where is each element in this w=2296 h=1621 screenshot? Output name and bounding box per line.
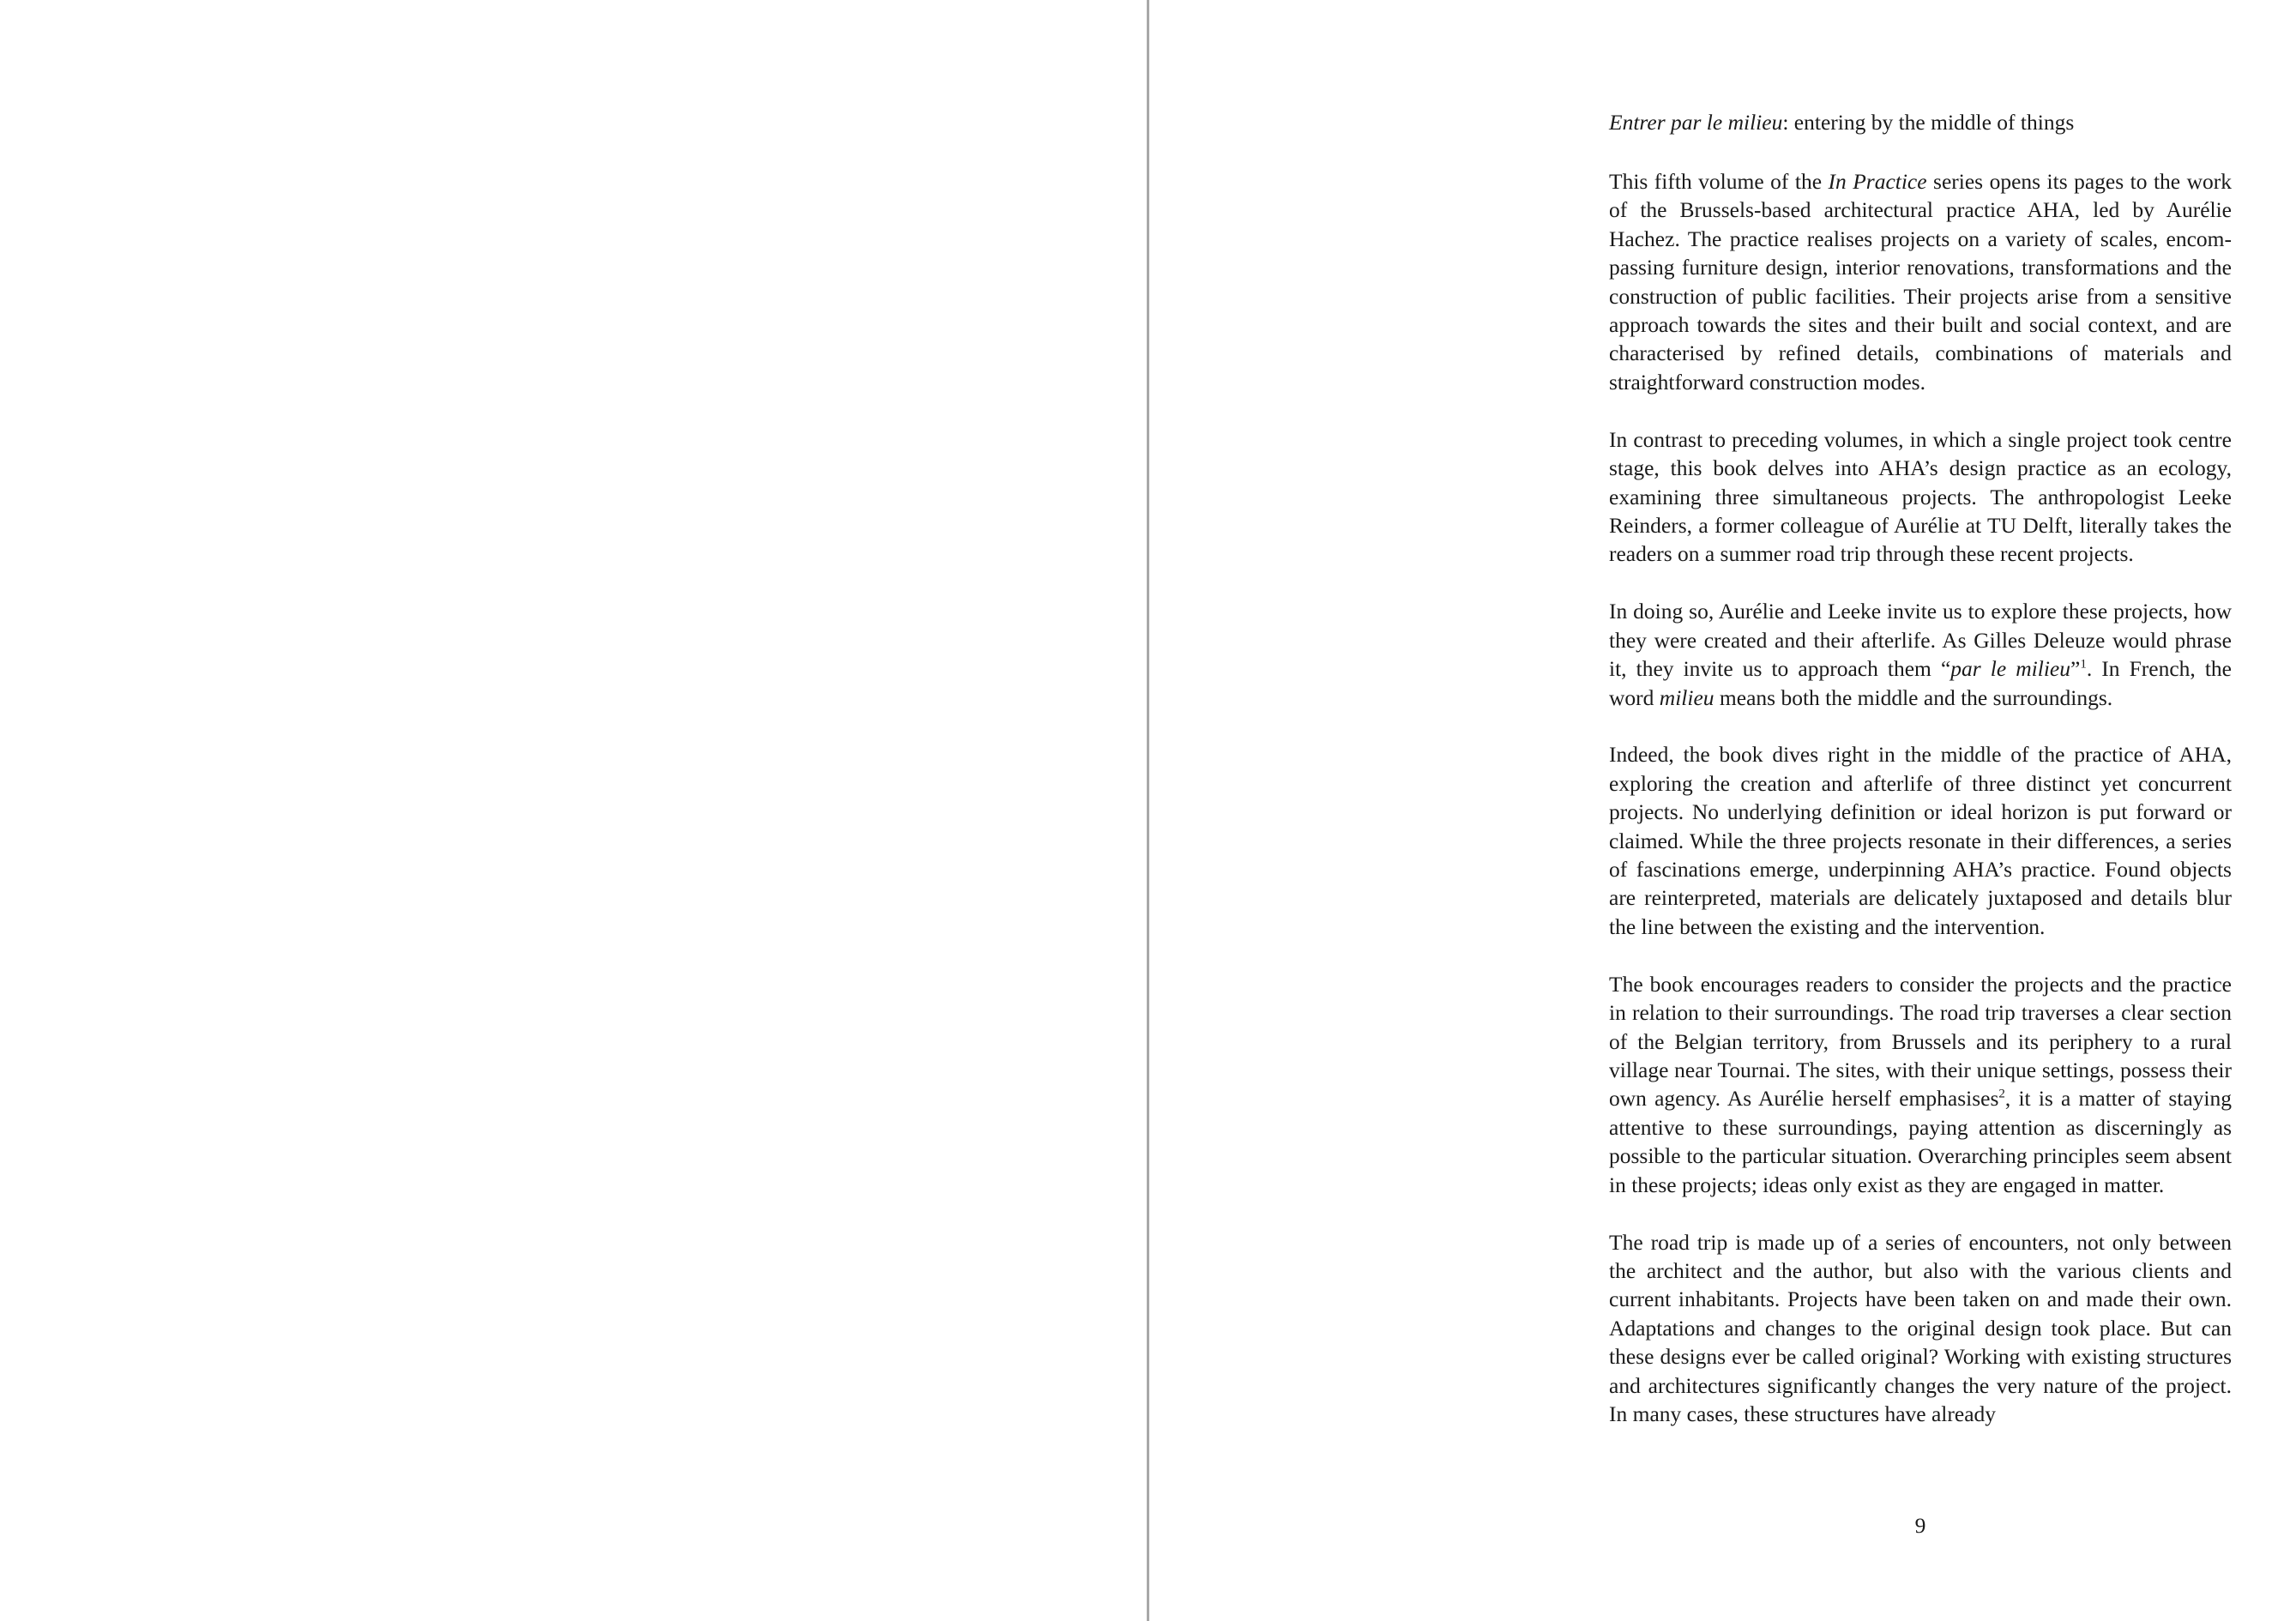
text-column xyxy=(1609,108,2232,1428)
footnote-marker-2: 2 xyxy=(1998,1087,2005,1101)
paragraph-1 xyxy=(1609,167,2232,396)
heading-italic: Entrer par le milieu xyxy=(1609,110,1783,135)
p3-text-c: . In French, the word xyxy=(1609,656,2232,710)
left-page-blank xyxy=(0,0,1147,1621)
paragraph-6: The road trip is made up of a series of encounters, not only between the architect and the author, but also with the various clients and current inhabitants. Projects have been taken on and made their own. Adaptations and changes to the original design took place. But can these designs ever be called original? Working with existing structures and architectures significantly changes the very nature of the project. In many cases, these structures have already xyxy=(1609,1229,2232,1426)
p1-italic-series-name: In Practice xyxy=(1828,169,1927,194)
paragraph-4: Indeed, the book dives right in the middle of the practice of AHA, exploring the creation and afterlife of three distinct yet concurrent projects. No underlying definition or ideal horizon is put forward or claimed. While the three projects resonate in their differences, a series of fascinations emerge, underpinning AHA’s practice. Found objects are reinterpreted, materials are delicately juxtaposed and details blur the line between the existing and the intervention. xyxy=(1609,742,2232,939)
p3-text-d: means both the middle and the surroundings. xyxy=(1714,684,2113,710)
paragraph-3 xyxy=(1609,597,2232,712)
p3-text-a: In doing so, Aurélie and Leeke invite us to explore these projects, how they were created and their afterlife. As Gilles Deleuze would phrase it, they invite us to approach them “ xyxy=(1609,599,2232,682)
right-page xyxy=(1149,0,2296,1621)
p3-close-quote: ” xyxy=(2070,656,2081,682)
paragraph-5 xyxy=(1609,970,2232,1199)
p5-text-a: The book encourages readers to consider the projects and the practice in relation to their surroundings. The road trip traverses a clear section of the Belgian territory, from Brussels and its periphery to a rural village near Tournai. The sites, with their unique settings, possess their own agency. As Aurélie herself emphasises xyxy=(1609,971,2232,1112)
section-heading xyxy=(1609,108,2232,137)
p5-text-b: , it is a matter of staying attentive to these surroundings, paying attention as discerningly as possible to the particular situation. Overarching principles seem absent in these projects; ideas only exist as they are engaged in matter. xyxy=(1609,1086,2232,1197)
paragraph-2: In contrast to preceding volumes, in which a single project took centre stage, this book delves into AHA’s design practice as an ecology, examining three simultaneous projects. The anthropologist Leeke Reinders, a former colleague of Aurélie at TU Delft, literally takes the readers on a summer road trip through these recent projects. xyxy=(1609,426,2232,567)
p1-text-b: series opens its pages to the work of the Brussels-based architectural practice AHA, led by Aurélie Hachez. The practice realises projects on a variety of scales, encompassing furniture design, interior renovations, transformations and the construction of public facilities. Their projects arise from a sensitive approach towards the sites and their built and social context, and are characterised by refined details, combinations of materials and straightforward construction modes. xyxy=(1609,169,2232,395)
p3-italic-quote: par le milieu xyxy=(1950,656,2070,682)
page-number: 9 xyxy=(1914,1513,1926,1538)
footnote-marker-1: 1 xyxy=(2080,657,2087,672)
heading-rest: : entering by the middle of things xyxy=(1782,110,2075,135)
p1-text-a: This fifth volume of the xyxy=(1609,169,1829,194)
p3-italic-milieu: milieu xyxy=(1659,684,1714,710)
